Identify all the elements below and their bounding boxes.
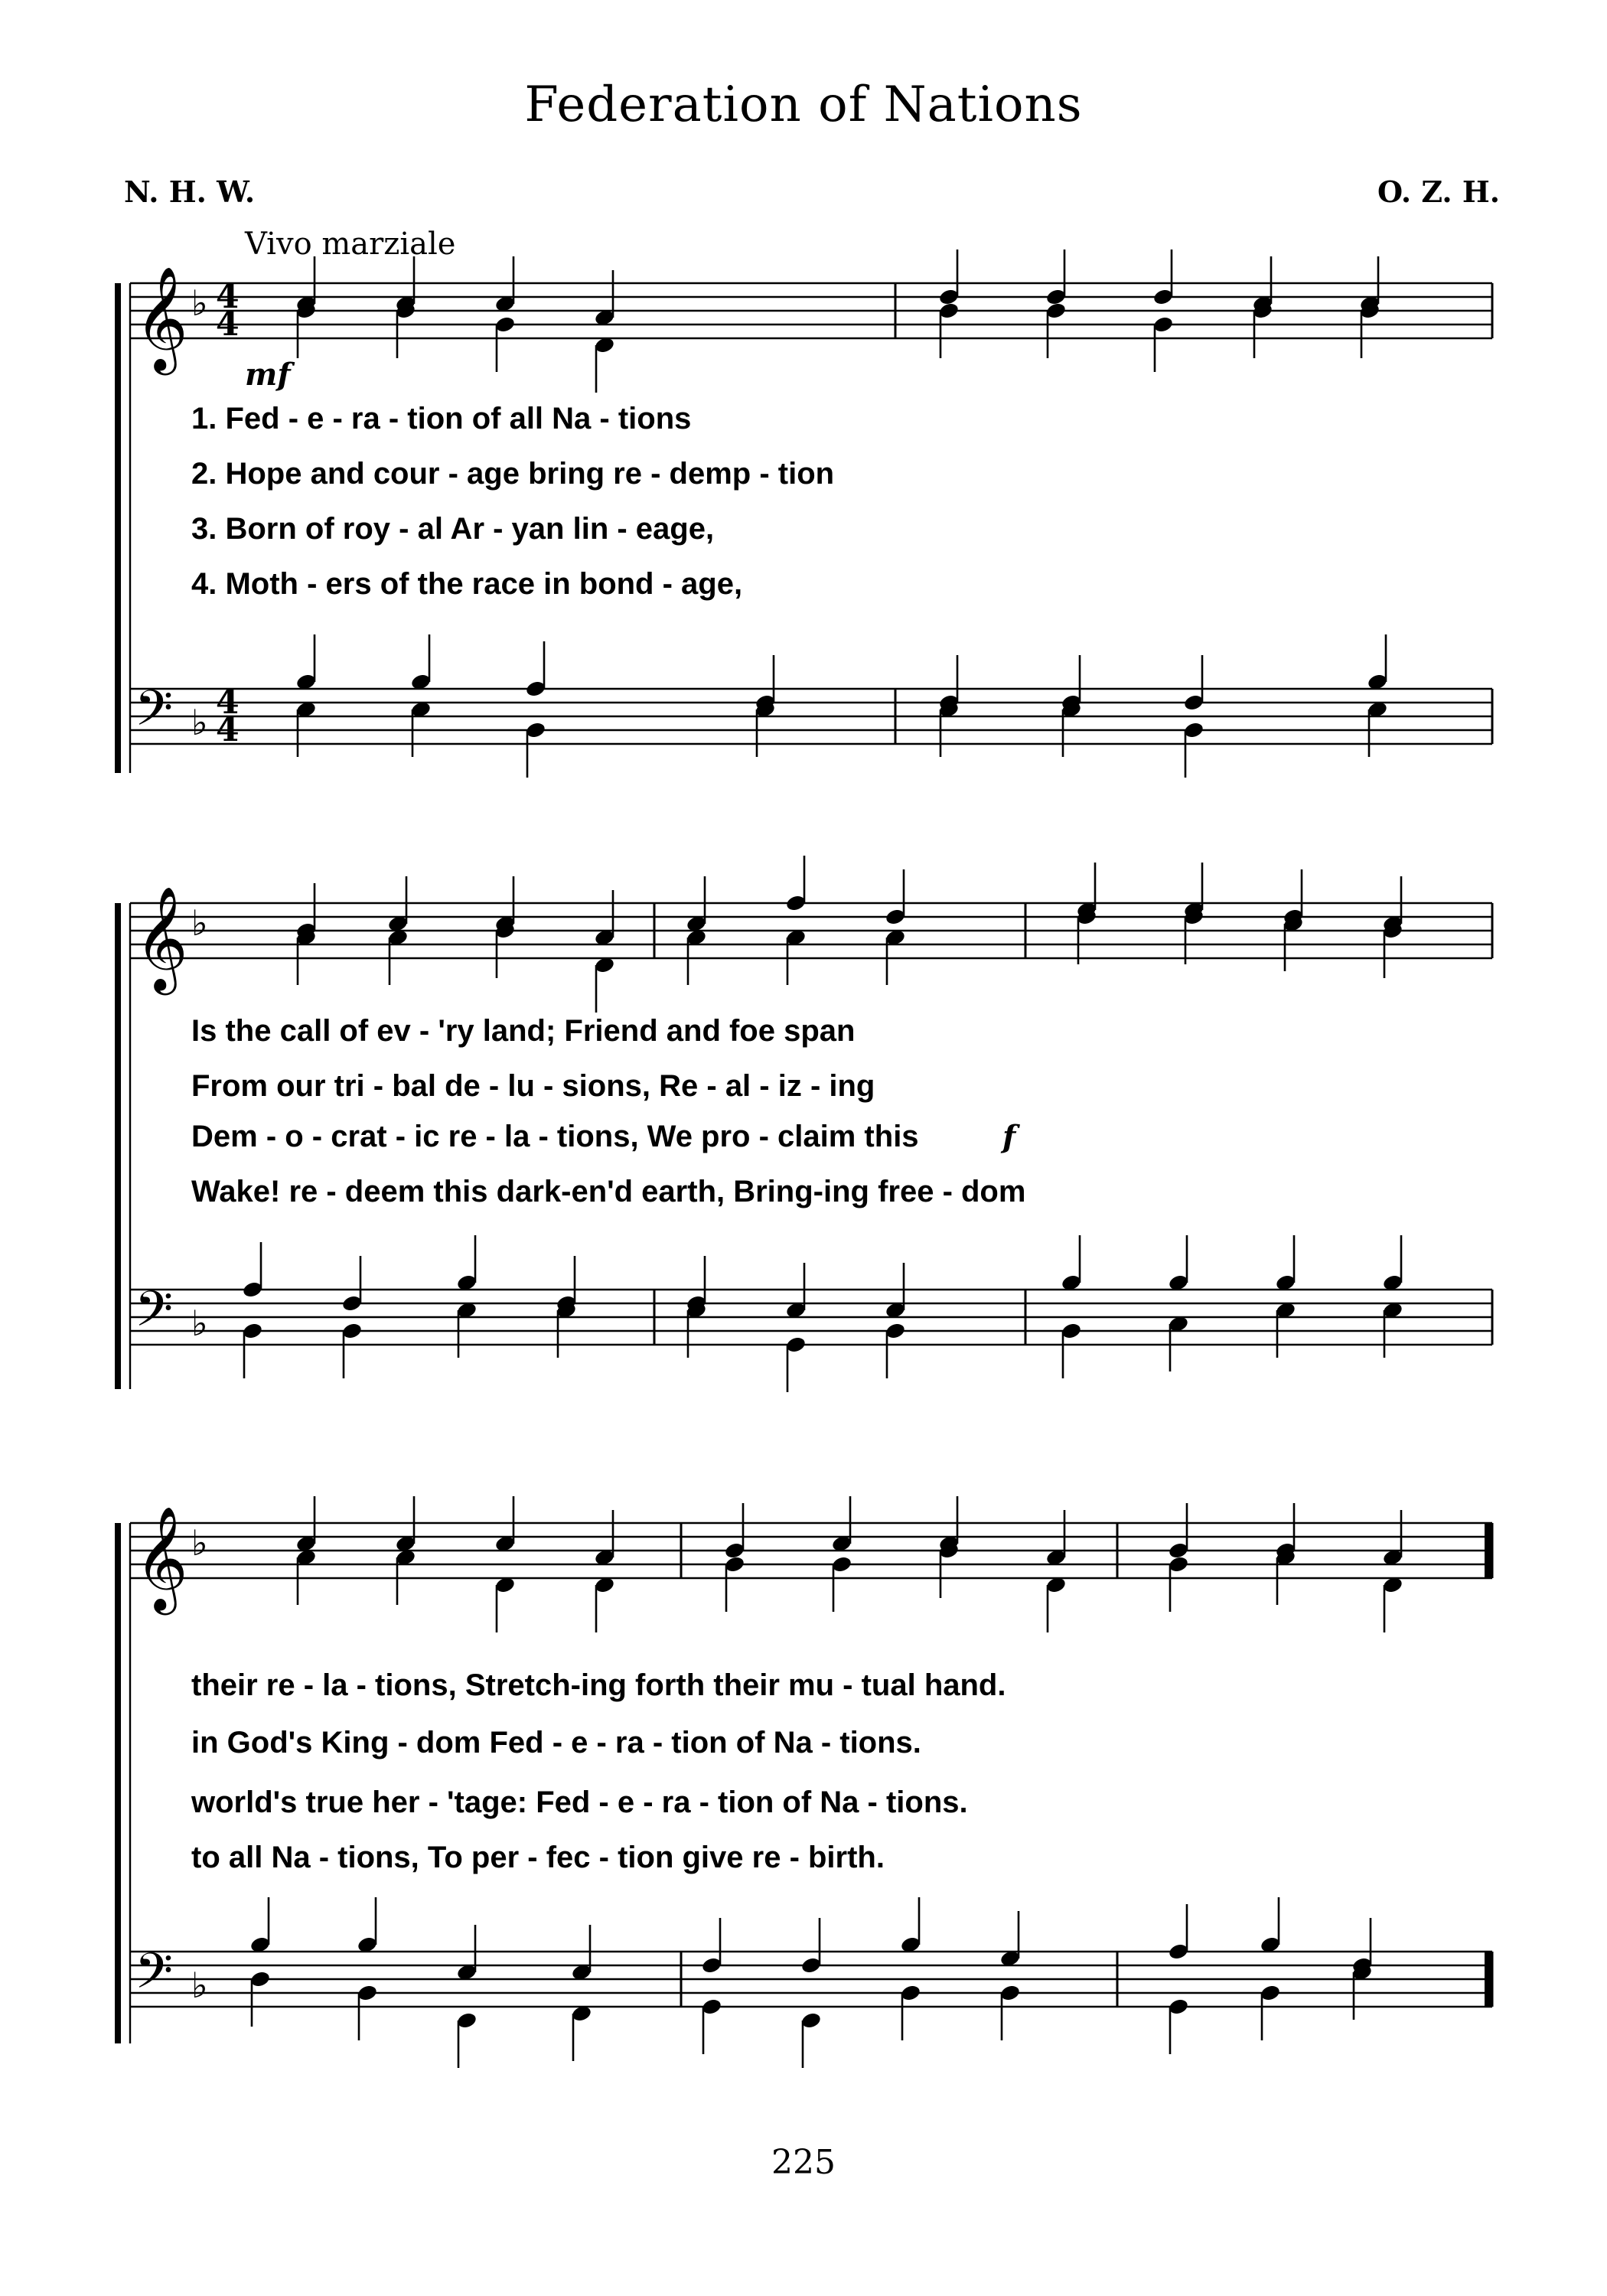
time-signature: 4 — [216, 710, 240, 749]
system-3-verse-2: in God's King - dom Fed - e - ra - tion of Na - tions. — [191, 1726, 921, 1760]
system-1-verse-1: 1. Fed - e - ra - tion of all Na - tions — [191, 402, 692, 435]
final-barline — [1485, 1523, 1492, 1578]
system-3-verse-4: to all Na - tions, To per - fec - tion give re - birth. — [191, 1841, 885, 1874]
system-1-bass-staff — [0, 658, 1607, 796]
flat-icon: ♭ — [191, 702, 208, 743]
flat-icon: ♭ — [191, 1522, 208, 1564]
dynamic-f: f — [1002, 1119, 1016, 1155]
system-3-verse-1: their re - la - tions, Stretch-ing forth their mu - tual hand. — [191, 1668, 1006, 1702]
bass-clef-icon: 𝄢 — [135, 1943, 174, 2012]
hymn-title: Federation of Nations — [524, 77, 1083, 133]
bass-clef-icon: 𝄢 — [135, 1281, 174, 1350]
system-2-verse-2: From our tri - bal de - lu - sions, Re - al - iz - ing — [191, 1069, 875, 1103]
tempo-marking: Vivo marziale — [245, 227, 456, 262]
time-signature: 4 — [216, 305, 240, 344]
bass-clef-icon: 𝄢 — [135, 680, 174, 749]
composer-credit: O. Z. H. — [1377, 174, 1500, 209]
time-signature: 4 — [216, 277, 240, 316]
system-2-verse-3: Dem - o - crat - ic re - la - tions, We pro - claim this — [191, 1120, 919, 1153]
system-2-bass-staff — [0, 1259, 1607, 1412]
final-barline — [1485, 1952, 1492, 2007]
system-1-treble-staff — [0, 265, 1607, 390]
page-number: 225 — [771, 2143, 836, 2182]
treble-clef-icon: 𝄞 — [135, 265, 188, 370]
system-3-bass-staff — [0, 1921, 1607, 2066]
time-signature: 4 — [216, 683, 240, 722]
system-1-verse-2: 2. Hope and cour - age bring re - demp - tion — [191, 457, 835, 491]
system-2-verse-4: Wake! re - deem this dark-en'd earth, Bring-ing free - dom — [191, 1175, 1026, 1208]
flat-icon: ♭ — [191, 902, 208, 944]
treble-clef-icon: 𝄞 — [135, 1505, 188, 1610]
flat-icon: ♭ — [191, 1965, 208, 2006]
system-1-verse-3: 3. Born of roy - al Ar - yan lin - eage, — [191, 512, 715, 546]
system-3-verse-3: world's true her - 'tage: Fed - e - ra - tion of Na - tions. — [191, 1786, 968, 1819]
system-3-treble-staff — [0, 1492, 1607, 1630]
system-1-verse-4: 4. Moth - ers of the race in bond - age, — [191, 567, 743, 601]
treble-clef-icon: 𝄞 — [135, 885, 188, 990]
system-2-treble-staff — [0, 872, 1607, 1010]
dynamic-mf: mf — [245, 357, 291, 393]
flat-icon: ♭ — [191, 282, 208, 324]
lyricist-credit: N. H. W. — [124, 174, 256, 209]
system-2-verse-1: Is the call of ev - 'ry land; Friend and foe span — [191, 1014, 856, 1048]
flat-icon: ♭ — [191, 1303, 208, 1344]
